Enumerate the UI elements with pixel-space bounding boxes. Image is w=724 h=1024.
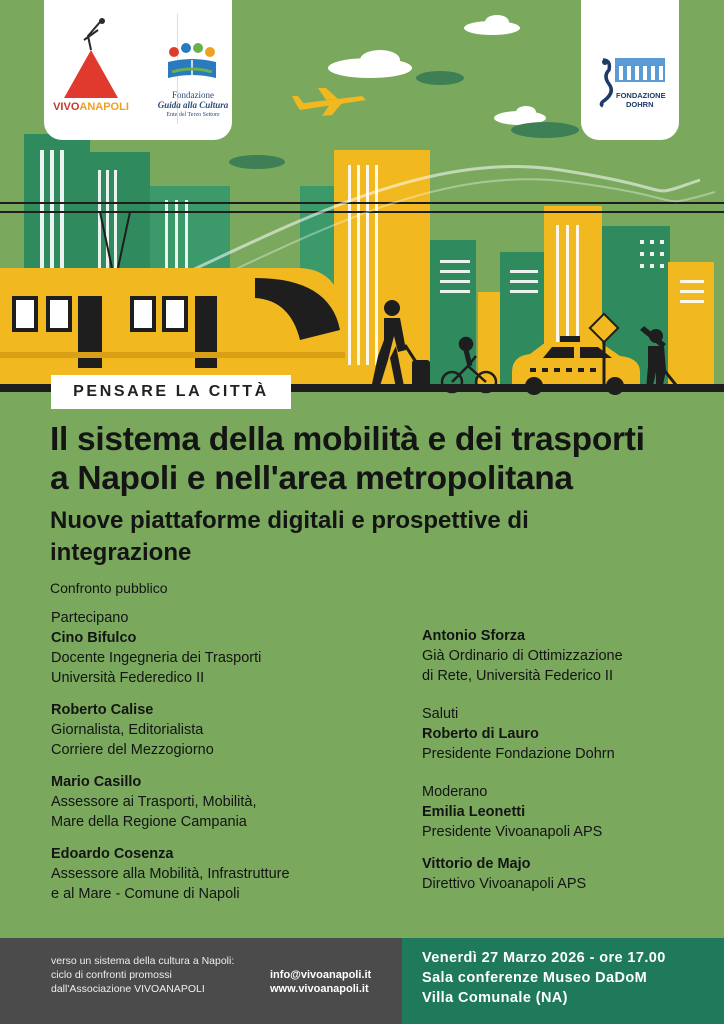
moderators-label: Moderano xyxy=(422,784,488,800)
greetings-section xyxy=(422,704,712,764)
vivoanapoli-logo-icon xyxy=(58,16,124,100)
event-venue: Sala conferenze Museo DaDoM xyxy=(422,970,648,986)
participant-item: Mario Casillo Assessore ai Trasporti, Mobilità, Mare della Regione Campania xyxy=(51,774,257,830)
greeter-item: Roberto di Lauro Presidente Fondazione Dohrn xyxy=(422,726,615,762)
footer-note: verso un sistema della cultura a Napoli: ciclo di confronti promossi dall'Associazione VIVOANAPOLI xyxy=(51,955,235,995)
footer-contacts xyxy=(270,968,371,996)
participants-label: Partecipano xyxy=(51,610,129,626)
dohrn-logo-text: FONDAZIONE DOHRN xyxy=(616,91,666,109)
footer-organizer xyxy=(0,938,402,1024)
event-type: Confronto pubblico xyxy=(50,580,168,596)
participants-right-column xyxy=(422,626,712,906)
email-link[interactable]: info@vivoanapoli.it xyxy=(270,969,372,981)
partner-logos-card xyxy=(44,0,232,140)
fondazione-guida-logo-text: Fondazione Guida alla Cultura Ente del Terzo Settore xyxy=(157,90,229,118)
series-tag: PENSARE LA CITTÀ xyxy=(51,375,291,409)
moderator-item: Vittorio de Majo Direttivo Vivoanapoli APS xyxy=(422,856,587,892)
participants-left-column xyxy=(51,608,371,916)
participant-item: Antonio Sforza Già Ordinario di Ottimizzazione di Rete, Università Federico II xyxy=(422,628,623,684)
footer-event-info xyxy=(402,938,724,1024)
footer xyxy=(0,938,724,1024)
airplane-icon xyxy=(292,88,366,116)
participant-item: Edoardo Cosenza Assessore alla Mobilità, Infrastrutture e al Mare - Comune di Napoli xyxy=(51,846,290,902)
dohrn-logo-card xyxy=(581,0,679,140)
participant-item: Cino Bifulco Docente Ingegneria dei Trasporti Università Federedico II xyxy=(51,630,262,686)
event-title: Il sistema della mobilità e dei trasporti a Napoli e nell'area metropolitana xyxy=(50,421,645,497)
greetings-label: Saluti xyxy=(422,706,459,722)
event-location: Villa Comunale (NA) xyxy=(422,990,568,1006)
website-link[interactable]: www.vivoanapoli.it xyxy=(270,983,369,995)
moderator-item: Emilia Leonetti Presidente Vivoanapoli APS xyxy=(422,804,603,840)
moderators-section xyxy=(422,782,712,894)
vivoanapoli-logo-text: VIVOANAPOLI xyxy=(53,101,129,113)
event-subtitle: Nuove piattaforme digitali e prospettive di integrazione xyxy=(50,507,529,566)
fondazione-guida-logo-icon xyxy=(160,42,224,88)
participant-item: Roberto Calise Giornalista, Editorialista Corriere del Mezzogiorno xyxy=(51,702,214,758)
event-date-time: Venerdì 27 Marzo 2026 - ore 17.00 xyxy=(422,950,666,966)
